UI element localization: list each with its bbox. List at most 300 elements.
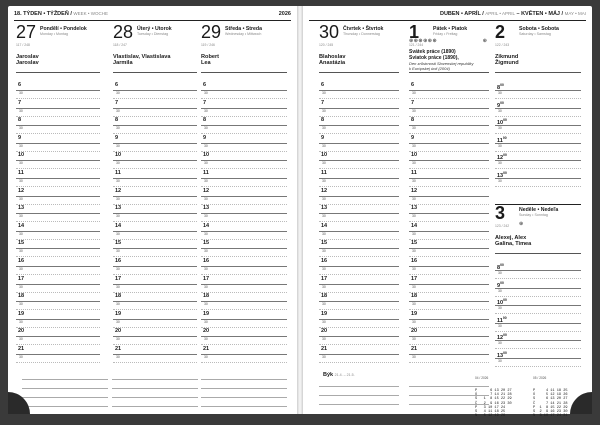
half-hour-label: 30 <box>498 91 502 95</box>
time-slot[interactable] <box>113 258 197 276</box>
hour-label: 7 <box>115 99 119 106</box>
calendar-row: S 1 8 15 22 29 <box>475 397 512 402</box>
hour-label: 18 <box>411 293 418 300</box>
note-line <box>112 380 198 389</box>
time-slot[interactable] <box>409 188 489 206</box>
time-slot[interactable] <box>319 276 399 294</box>
hour-label: 13 <box>18 205 25 212</box>
hour-label: 13 <box>411 205 418 212</box>
time-slots <box>495 82 581 188</box>
day-number: 1 <box>409 22 420 42</box>
note-line <box>112 398 198 407</box>
notes-area[interactable] <box>112 371 198 407</box>
hour-line <box>409 213 489 214</box>
time-slot[interactable] <box>409 258 489 276</box>
hour-label: 15 <box>203 240 210 247</box>
time-slot[interactable] <box>319 100 399 118</box>
hour-label: 14 <box>203 222 210 229</box>
hour-line <box>16 196 100 197</box>
calendar-row: P 4 11 18 25 <box>533 389 568 394</box>
half-hour-label: 30 <box>498 358 502 363</box>
hour-label: 19 <box>115 310 122 317</box>
time-slot[interactable] <box>319 135 399 153</box>
note-line <box>201 398 287 407</box>
half-hour-label: 30 <box>204 266 208 271</box>
time-slot[interactable] <box>409 205 489 223</box>
time-slot[interactable] <box>319 82 399 100</box>
time-slots <box>113 82 197 364</box>
hour-line <box>495 305 581 306</box>
hour-line <box>409 354 489 355</box>
half-hour-label: 30 <box>204 302 208 307</box>
hour-label: 21 <box>321 345 328 352</box>
hour-line <box>113 196 197 197</box>
time-slot[interactable] <box>319 205 399 223</box>
time-slot[interactable] <box>113 188 197 206</box>
calendar-row: Č 7 14 21 28 <box>533 401 568 406</box>
hour-label: 6 <box>203 82 207 88</box>
note-line <box>22 398 108 407</box>
hour-label: $12^{00}$ <box>497 333 507 342</box>
time-slot[interactable] <box>319 152 399 170</box>
half-hour-label: 30 <box>116 108 120 113</box>
hour-line <box>113 301 197 302</box>
notes-area[interactable] <box>22 371 108 407</box>
time-slot[interactable] <box>495 297 581 315</box>
time-slot[interactable] <box>16 276 100 294</box>
half-hour-label: 30 <box>19 214 23 219</box>
time-slot[interactable] <box>201 346 287 364</box>
hour-label: $13^{00}$ <box>497 350 507 359</box>
time-slot[interactable] <box>409 82 489 100</box>
hour-line <box>409 143 489 144</box>
time-slots <box>16 82 100 364</box>
half-hour-label: 30 <box>322 319 326 324</box>
name-days: Robert Lea <box>201 54 220 67</box>
half-hour-label: 30 <box>322 178 326 183</box>
half-hour-label: 30 <box>204 126 208 131</box>
hour-line <box>495 340 581 341</box>
time-slot[interactable] <box>16 240 100 258</box>
hour-line <box>319 284 399 285</box>
half-hour-label: 30 <box>498 178 502 183</box>
half-hour-label: 30 <box>116 161 120 166</box>
time-slot[interactable] <box>16 152 100 170</box>
note-line <box>22 380 108 389</box>
note-line <box>319 378 399 387</box>
time-slot[interactable] <box>201 188 287 206</box>
half-hour-label: 30 <box>322 266 326 271</box>
half-hour-label: 30 <box>412 249 416 254</box>
time-slot[interactable] <box>201 205 287 223</box>
time-slot[interactable] <box>409 311 489 329</box>
time-slot[interactable] <box>16 346 100 364</box>
hour-label: 9 <box>203 134 207 141</box>
mini-calendar-april <box>475 368 512 425</box>
day-column <box>495 24 581 204</box>
day-name-en: Tuesday • Dienstag <box>137 32 169 36</box>
hour-label: 19 <box>18 310 25 317</box>
hour-line <box>16 248 100 249</box>
time-slot[interactable] <box>16 188 100 206</box>
half-hour-label: 30 <box>322 214 326 219</box>
hour-line <box>319 248 399 249</box>
hour-line <box>409 319 489 320</box>
time-slot[interactable] <box>319 293 399 311</box>
hour-label: 11 <box>203 169 209 176</box>
half-hour-label: 30 <box>116 302 120 307</box>
hour-line <box>319 196 399 197</box>
hour-line <box>113 90 197 91</box>
time-slot[interactable] <box>16 82 100 100</box>
hour-label: 21 <box>411 345 418 352</box>
hour-line <box>201 284 287 285</box>
time-slot[interactable] <box>495 280 581 298</box>
time-slot[interactable] <box>319 311 399 329</box>
half-hour-label: 30 <box>19 231 23 236</box>
time-slot[interactable] <box>201 258 287 276</box>
half-hour-label: 30 <box>19 319 23 324</box>
time-slot[interactable] <box>319 188 399 206</box>
calendar-row: P 3 10 17 24 <box>475 405 506 410</box>
half-hour-label: 30 <box>19 196 23 201</box>
time-slot[interactable] <box>409 223 489 241</box>
hour-line <box>319 178 399 179</box>
day-name: Pátek • Piatok <box>433 26 468 32</box>
hour-line <box>319 266 399 267</box>
day-column <box>201 24 287 376</box>
time-slot[interactable] <box>201 117 287 135</box>
time-slot[interactable] <box>113 240 197 258</box>
half-hour-label: 30 <box>204 231 208 236</box>
day-column <box>113 24 197 376</box>
time-slot[interactable] <box>201 82 287 100</box>
hour-label: $10^{00}$ <box>497 118 507 127</box>
hour-label: 6 <box>115 82 119 88</box>
hour-line <box>495 143 581 144</box>
half-hour-label: 30 <box>412 354 416 359</box>
calendar-row: Č 2 9 16 23 30 <box>475 401 512 406</box>
hour-label: 20 <box>18 328 25 335</box>
half-hour-label: 30 <box>412 108 416 113</box>
hour-label: 11 <box>411 169 417 176</box>
hour-label: 14 <box>18 222 25 229</box>
note-line <box>201 380 287 389</box>
mini-calendar-may-title: 05 / 2026 <box>533 376 547 381</box>
time-slot[interactable] <box>409 346 489 364</box>
hour-label: 13 <box>203 205 210 212</box>
hour-label: 21 <box>115 345 122 352</box>
time-slot[interactable] <box>201 223 287 241</box>
hour-label: 6 <box>18 82 22 88</box>
hour-line <box>495 125 581 126</box>
half-hour-label: 30 <box>322 249 326 254</box>
hour-label: $8^{00}$ <box>497 83 504 91</box>
half-hour-label: 30 <box>116 126 120 131</box>
time-slot[interactable] <box>16 223 100 241</box>
hour-line <box>409 178 489 179</box>
time-slot[interactable] <box>113 346 197 364</box>
time-slot[interactable] <box>201 276 287 294</box>
time-slot[interactable] <box>113 100 197 118</box>
hour-label: 16 <box>18 257 25 264</box>
half-hour-label: 30 <box>19 337 23 342</box>
hour-line <box>319 336 399 337</box>
hour-line <box>495 288 581 289</box>
half-hour-label: 30 <box>204 354 208 359</box>
time-slot[interactable] <box>319 170 399 188</box>
hour-line <box>319 213 399 214</box>
half-hour-label: 30 <box>116 337 120 342</box>
name-days: Vlastislav, Vlastislava Jarmila <box>113 54 171 67</box>
hour-line <box>495 270 581 271</box>
calendar-row: Ú 7 14 21 28 <box>475 393 512 398</box>
time-slot[interactable] <box>16 328 100 346</box>
half-hour-label: 30 <box>19 178 23 183</box>
half-hour-label: 30 <box>412 196 416 201</box>
hour-line <box>113 231 197 232</box>
hour-line <box>113 125 197 126</box>
note-line <box>22 389 108 398</box>
half-hour-label: 30 <box>19 108 23 113</box>
time-slot[interactable] <box>495 170 581 188</box>
time-slot[interactable] <box>113 276 197 294</box>
time-slot[interactable] <box>201 170 287 188</box>
half-hour-label: 30 <box>498 306 502 311</box>
time-slot[interactable] <box>495 350 581 368</box>
notes-area[interactable] <box>201 371 287 407</box>
mini-calendar-may <box>533 368 568 425</box>
name-days: Blahoslav Anastázia <box>319 54 346 67</box>
hour-label: 12 <box>115 187 122 194</box>
time-slot[interactable] <box>409 100 489 118</box>
time-slot[interactable] <box>201 135 287 153</box>
hour-label: 13 <box>115 205 122 212</box>
hour-label: 13 <box>321 205 328 212</box>
week-title: 18. TÝDEN • TÝŽDEŇ / <box>14 11 72 17</box>
hour-line <box>113 336 197 337</box>
day-name-en: Saturday • Samstag <box>519 32 551 36</box>
day-column <box>409 24 489 376</box>
hour-line <box>409 196 489 197</box>
hour-label: 16 <box>203 257 210 264</box>
time-slot[interactable] <box>16 293 100 311</box>
half-hour-label: 30 <box>322 126 326 131</box>
hour-label: 8 <box>115 117 119 124</box>
time-slot[interactable] <box>319 328 399 346</box>
hour-label: 16 <box>115 257 122 264</box>
time-slot[interactable] <box>495 332 581 350</box>
time-slot[interactable] <box>16 135 100 153</box>
time-slot[interactable] <box>201 293 287 311</box>
hour-line <box>16 108 100 109</box>
hour-label: 10 <box>115 152 122 159</box>
half-hour-label: 30 <box>498 323 502 328</box>
time-slot[interactable] <box>495 262 581 280</box>
time-slot[interactable] <box>16 100 100 118</box>
month-title-2-sub: MAY • MAI <box>564 11 586 16</box>
time-slot[interactable] <box>319 223 399 241</box>
time-slot[interactable] <box>495 100 581 118</box>
hour-label: $8^{00}$ <box>497 263 504 271</box>
time-slot[interactable] <box>409 240 489 258</box>
half-hour-label: 30 <box>412 337 416 342</box>
hour-line <box>201 178 287 179</box>
time-slot[interactable] <box>495 152 581 170</box>
half-hour-label: 30 <box>204 249 208 254</box>
time-slot[interactable] <box>201 311 287 329</box>
half-hour-label: 30 <box>498 341 502 346</box>
hour-label: 17 <box>115 275 122 282</box>
day-header <box>16 24 100 73</box>
hour-label: 7 <box>203 99 207 106</box>
hour-label: 9 <box>411 134 415 141</box>
time-slot[interactable] <box>16 205 100 223</box>
zodiac-name: Býk <box>323 372 334 378</box>
time-slot[interactable] <box>409 328 489 346</box>
time-slot[interactable] <box>113 82 197 100</box>
time-slot[interactable] <box>409 293 489 311</box>
day-name: Středa • Streda <box>225 26 262 32</box>
day-number: 30 <box>319 22 340 42</box>
month-title-2: – KVĚTEN • MÁJ / <box>516 11 564 17</box>
time-slot[interactable] <box>113 152 197 170</box>
day-name-en: Thursday • Donnerstag <box>343 32 380 36</box>
day-column <box>319 24 399 376</box>
time-slot[interactable] <box>113 117 197 135</box>
time-slot[interactable] <box>409 117 489 135</box>
half-hour-label: 30 <box>116 214 120 219</box>
holiday-symbols: ⊕⊕⊕⊕⊕⊕ <box>409 38 438 44</box>
half-hour-label: 30 <box>322 337 326 342</box>
time-slot[interactable] <box>201 328 287 346</box>
time-slot[interactable] <box>409 152 489 170</box>
hour-line <box>319 301 399 302</box>
hour-line <box>409 248 489 249</box>
hour-line <box>201 266 287 267</box>
half-hour-label: 30 <box>498 161 502 166</box>
time-slot[interactable] <box>16 311 100 329</box>
hour-label: 11 <box>115 169 121 176</box>
day-name: Neděle • Nedeľa <box>519 207 559 213</box>
hour-label: $13^{00}$ <box>497 170 507 179</box>
time-slot[interactable] <box>201 240 287 258</box>
time-slot[interactable] <box>319 117 399 135</box>
half-hour-label: 30 <box>19 91 23 95</box>
calendar-row: P 1 8 15 22 29 <box>533 405 568 410</box>
time-slot[interactable] <box>319 240 399 258</box>
day-name: Sobota • Sobota <box>519 26 559 32</box>
half-hour-label: 30 <box>412 214 416 219</box>
time-slot[interactable] <box>113 311 197 329</box>
time-slot[interactable] <box>113 135 197 153</box>
time-slot[interactable] <box>319 346 399 364</box>
day-header <box>113 24 197 73</box>
note-line <box>201 371 287 380</box>
hour-line <box>16 284 100 285</box>
time-slot[interactable] <box>201 152 287 170</box>
time-slot[interactable] <box>113 170 197 188</box>
notes-area[interactable] <box>319 378 399 405</box>
hour-line <box>16 319 100 320</box>
time-slot[interactable] <box>495 117 581 135</box>
half-hour-label: 30 <box>412 284 416 289</box>
day-header <box>319 24 399 73</box>
day-header <box>201 24 287 73</box>
hour-label: 11 <box>321 169 327 176</box>
hour-label: 15 <box>115 240 122 247</box>
hour-label: 12 <box>321 187 328 194</box>
day-column <box>16 24 100 376</box>
hour-line <box>495 323 581 324</box>
time-slot[interactable] <box>113 293 197 311</box>
time-slot[interactable] <box>16 117 100 135</box>
hour-line <box>319 108 399 109</box>
day-name-en: Friday • Freitag <box>433 32 458 36</box>
half-hour-label: 30 <box>322 302 326 307</box>
note-line <box>112 389 198 398</box>
time-slot[interactable] <box>495 135 581 153</box>
half-hour-label: 30 <box>19 161 23 166</box>
day-number: 2 <box>495 22 506 42</box>
time-slot[interactable] <box>319 258 399 276</box>
hour-label: 20 <box>115 328 122 335</box>
time-slots <box>495 262 581 368</box>
hour-line <box>113 284 197 285</box>
time-slot[interactable] <box>495 82 581 100</box>
hour-label: $11^{00}$ <box>497 135 507 144</box>
time-slot[interactable] <box>16 170 100 188</box>
day-number: 28 <box>113 22 134 42</box>
hour-label: 7 <box>321 99 325 106</box>
time-slot[interactable] <box>409 170 489 188</box>
hour-line <box>201 143 287 144</box>
hour-line <box>201 354 287 355</box>
calendar-row: N 5 12 19 26 <box>475 414 506 419</box>
half-hour-label: 30 <box>498 143 502 148</box>
time-slot[interactable] <box>16 258 100 276</box>
hour-label: 8 <box>203 117 207 124</box>
hour-label: 16 <box>321 257 328 264</box>
zodiac-dates: 21.4. – 21.5. <box>334 373 355 377</box>
week-title-sub: WEEK • WOCHE <box>73 11 108 16</box>
hour-line <box>201 336 287 337</box>
time-slot[interactable] <box>201 100 287 118</box>
note-line <box>201 389 287 398</box>
hour-line <box>16 301 100 302</box>
hour-line <box>16 143 100 144</box>
page-curl-right <box>570 392 592 414</box>
hour-label: 6 <box>321 82 325 88</box>
time-slot[interactable] <box>409 276 489 294</box>
hour-line <box>16 231 100 232</box>
calendar-row: S 2 9 16 23 30 <box>533 410 568 415</box>
half-hour-label: 30 <box>116 319 120 324</box>
time-slot[interactable] <box>113 328 197 346</box>
time-slot[interactable] <box>495 315 581 333</box>
day-name: Úterý • Utorok <box>137 26 172 32</box>
half-hour-label: 30 <box>498 288 502 293</box>
time-slot[interactable] <box>113 205 197 223</box>
hour-label: 15 <box>18 240 25 247</box>
half-hour-line <box>201 362 287 363</box>
note-line <box>112 371 198 380</box>
right-header <box>309 10 586 21</box>
time-slot[interactable] <box>409 135 489 153</box>
time-slot[interactable] <box>113 223 197 241</box>
hour-line <box>113 213 197 214</box>
hour-line <box>16 125 100 126</box>
